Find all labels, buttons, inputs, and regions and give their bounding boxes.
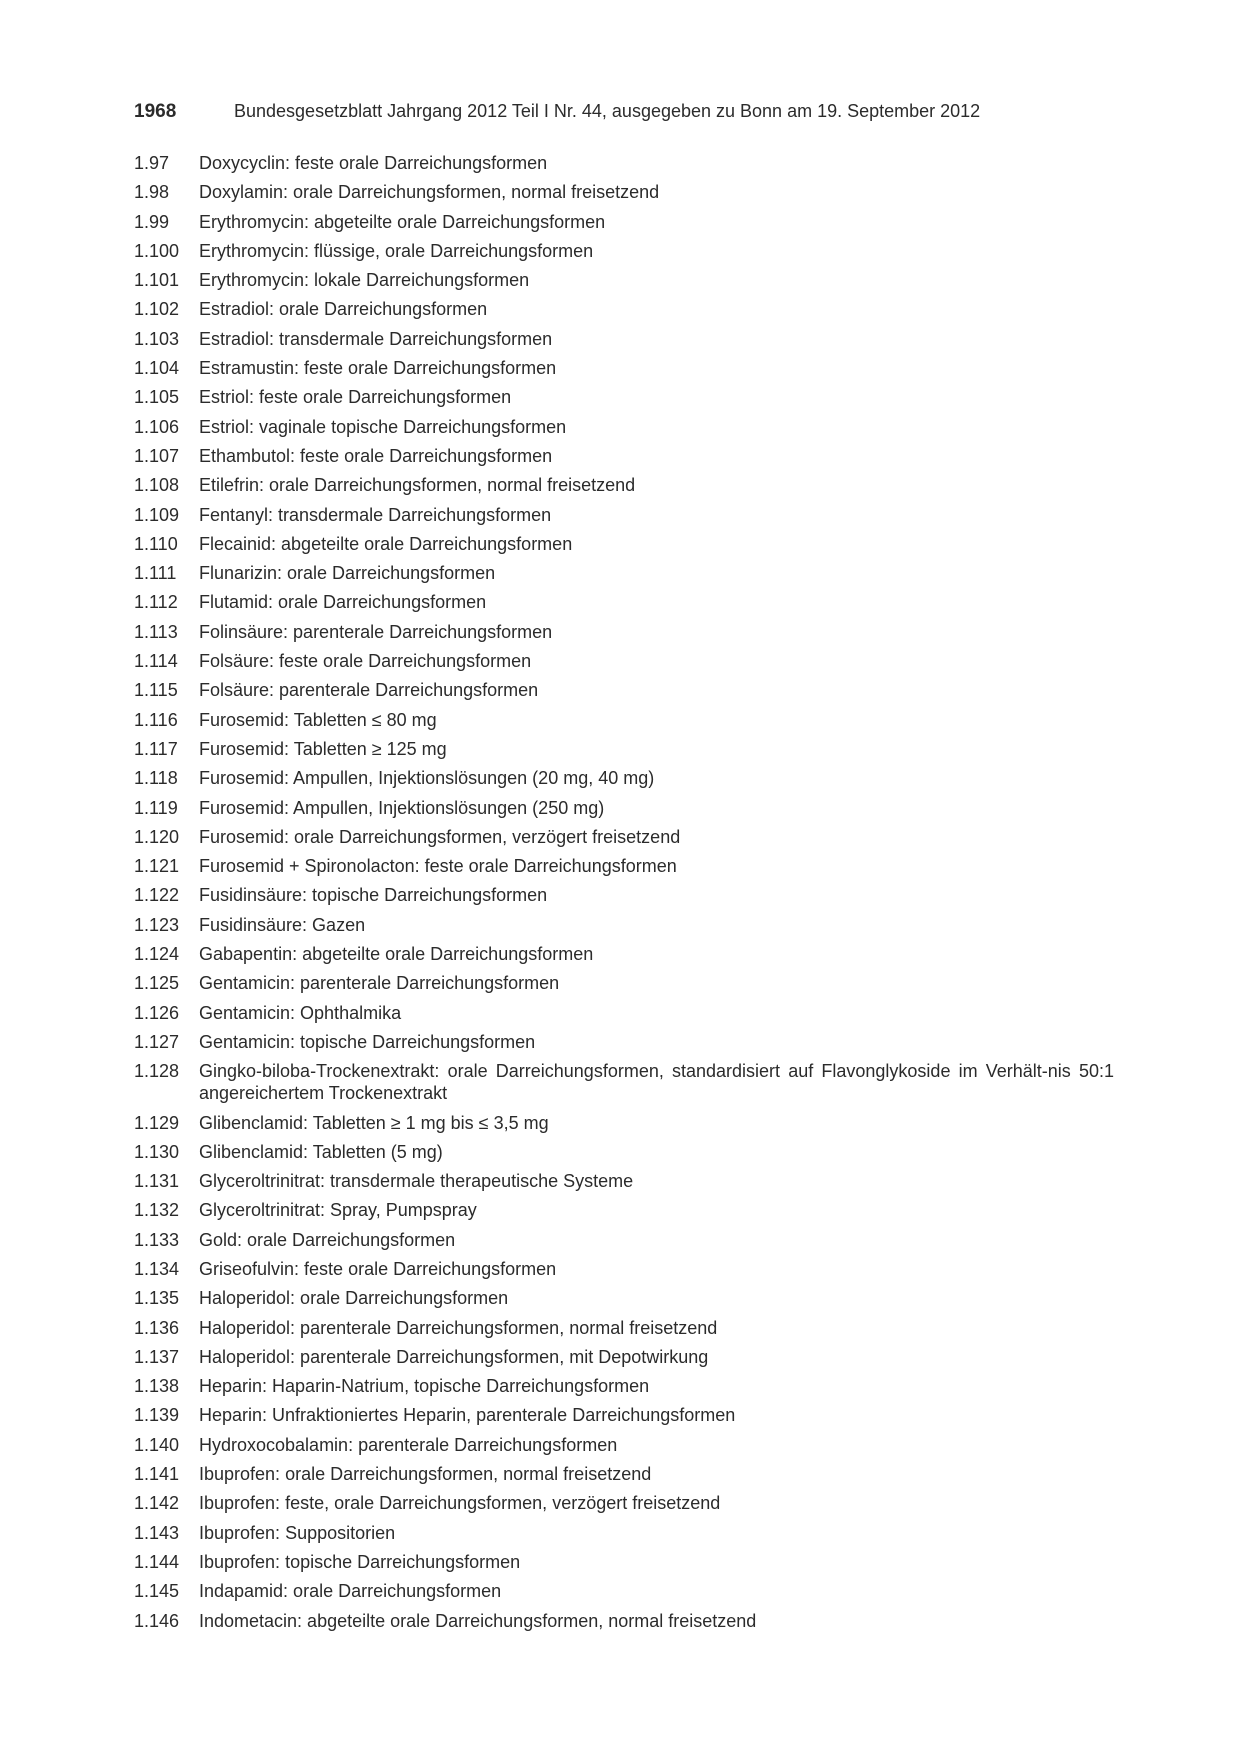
entry-text: Gabapentin: abgeteilte orale Darreichungsformen (199, 944, 594, 965)
entry-list (134, 152, 1114, 1639)
entry-number: 1.145 (134, 1581, 180, 1602)
entry-text: Furosemid: Tabletten ≥ 125 mg (199, 738, 447, 759)
list-item (134, 621, 1114, 643)
entry-number: 1.144 (134, 1551, 180, 1572)
entry-text: Haloperidol: parenterale Darreichungsformen, normal freisetzend (199, 1317, 718, 1338)
list-item (134, 474, 1114, 496)
list-item (134, 328, 1114, 350)
entry-text: Heparin: Unfraktioniertes Heparin, parenterale Darreichungsformen (199, 1405, 736, 1426)
list-item (134, 152, 1114, 174)
list-item (134, 1060, 1114, 1104)
list-item (134, 943, 1114, 965)
entry-text: Gentamicin: parenterale Darreichungsformen (199, 973, 560, 994)
entry-text: Fusidinsäure: topische Darreichungsformen (199, 885, 548, 906)
entry-text: Glyceroltrinitrat: Spray, Pumpspray (199, 1200, 477, 1221)
list-item (134, 1199, 1114, 1221)
entry-text: Gold: orale Darreichungsformen (199, 1229, 456, 1250)
entry-number: 1.109 (134, 504, 180, 525)
entry-number: 1.103 (134, 328, 180, 349)
entry-text: Furosemid: Ampullen, Injektionslösungen (20 mg, 40 mg) (199, 768, 655, 789)
entry-text: Ethambutol: feste orale Darreichungsformen (199, 445, 553, 466)
entry-text: Erythromycin: flüssige, orale Darreichungsformen (199, 240, 594, 261)
list-item (134, 1346, 1114, 1368)
entry-number: 1.105 (134, 387, 180, 408)
list-item (134, 533, 1114, 555)
entry-text: Estriol: vaginale topische Darreichungsformen (199, 416, 567, 437)
entry-number: 1.128 (134, 1061, 180, 1082)
page-header (134, 100, 1114, 123)
list-item (134, 1002, 1114, 1024)
entry-number: 1.132 (134, 1200, 180, 1221)
entry-number: 1.135 (134, 1288, 180, 1309)
entry-text: Griseofulvin: feste orale Darreichungsformen (199, 1258, 557, 1279)
list-item (134, 914, 1114, 936)
page-number: 1968 (134, 101, 177, 122)
list-item (134, 1170, 1114, 1192)
entry-text: Ibuprofen: Suppositorien (199, 1522, 396, 1543)
list-item (134, 1229, 1114, 1251)
entry-text: Etilefrin: orale Darreichungsformen, normal freisetzend (199, 475, 636, 496)
list-item (134, 1317, 1114, 1339)
entry-text: Heparin: Haparin-Natrium, topische Darreichungsformen (199, 1376, 650, 1397)
list-item (134, 650, 1114, 672)
list-item (134, 1404, 1114, 1426)
entry-number: 1.130 (134, 1141, 180, 1162)
entry-number: 1.108 (134, 475, 180, 496)
entry-number: 1.101 (134, 270, 180, 291)
entry-text: Ibuprofen: orale Darreichungsformen, normal freisetzend (199, 1464, 652, 1485)
entry-text: Estradiol: transdermale Darreichungsformen (199, 328, 553, 349)
entry-number: 1.104 (134, 358, 180, 379)
entry-text: Flunarizin: orale Darreichungsformen (199, 563, 496, 584)
entry-text: Indometacin: abgeteilte orale Darreichungsformen, normal freisetzend (199, 1610, 757, 1631)
entry-text: Flecainid: abgeteilte orale Darreichungsformen (199, 533, 573, 554)
entry-number: 1.112 (134, 592, 178, 613)
list-item (134, 738, 1114, 760)
entry-text: Glyceroltrinitrat: transdermale therapeutische Systeme (199, 1171, 634, 1192)
entry-text: Haloperidol: orale Darreichungsformen (199, 1288, 509, 1309)
list-item (134, 1580, 1114, 1602)
list-item (134, 797, 1114, 819)
entry-text: Ibuprofen: topische Darreichungsformen (199, 1551, 521, 1572)
entry-text: Estradiol: orale Darreichungsformen (199, 299, 488, 320)
list-item (134, 1287, 1114, 1309)
list-item (134, 1258, 1114, 1280)
list-item (134, 269, 1114, 291)
entry-number: 1.123 (134, 914, 180, 935)
entry-text: Flutamid: orale Darreichungsformen (199, 592, 487, 613)
entry-number: 1.133 (134, 1229, 180, 1250)
list-item (134, 826, 1114, 848)
entry-number: 1.119 (134, 797, 178, 818)
entry-number: 1.142 (134, 1493, 180, 1514)
entry-text: Furosemid: Tabletten ≤ 80 mg (199, 709, 437, 730)
list-item (134, 357, 1114, 379)
entry-text: Doxylamin: orale Darreichungsformen, normal freisetzend (199, 182, 660, 203)
entry-text: Erythromycin: lokale Darreichungsformen (199, 270, 530, 291)
entry-text: Doxycyclin: feste orale Darreichungsformen (199, 153, 548, 173)
entry-number: 1.113 (134, 621, 178, 642)
list-item (134, 709, 1114, 731)
list-item (134, 1434, 1114, 1456)
entry-text: Folsäure: feste orale Darreichungsformen (199, 651, 532, 672)
list-item (134, 211, 1114, 233)
list-item (134, 591, 1114, 613)
list-item (134, 386, 1114, 408)
entry-number: 1.143 (134, 1522, 180, 1543)
entry-number: 1.127 (134, 1031, 180, 1052)
entry-number: 1.125 (134, 973, 180, 994)
entry-number: 1.129 (134, 1112, 180, 1133)
list-item (134, 679, 1114, 701)
list-item (134, 767, 1114, 789)
entry-number: 1.100 (134, 240, 180, 261)
list-item (134, 504, 1114, 526)
list-item (134, 972, 1114, 994)
list-item (134, 1375, 1114, 1397)
entry-number: 1.98 (134, 182, 170, 203)
entry-number: 1.140 (134, 1434, 180, 1455)
list-item (134, 855, 1114, 877)
entry-text: Furosemid: Ampullen, Injektionslösungen (250 mg) (199, 797, 605, 818)
list-item (134, 1112, 1114, 1134)
entry-text: Glibenclamid: Tabletten ≥ 1 mg bis ≤ 3,5 mg (199, 1112, 549, 1133)
entry-number: 1.118 (134, 768, 178, 789)
entry-text: Fusidinsäure: Gazen (199, 914, 366, 935)
list-item (134, 416, 1114, 438)
entry-number: 1.115 (134, 680, 178, 701)
entry-number: 1.141 (134, 1464, 180, 1485)
list-item (134, 445, 1114, 467)
entry-text: Folsäure: parenterale Darreichungsformen (199, 680, 539, 701)
list-item (134, 240, 1114, 262)
entry-number: 1.139 (134, 1405, 180, 1426)
entry-number: 1.116 (134, 709, 178, 730)
entry-text: Estriol: feste orale Darreichungsformen (199, 387, 512, 408)
entry-number: 1.107 (134, 445, 180, 466)
list-item (134, 1522, 1114, 1544)
entry-text: Erythromycin: abgeteilte orale Darreichungsformen (199, 211, 606, 232)
entry-text: Folinsäure: parenterale Darreichungsformen (199, 621, 553, 642)
running-head: Bundesgesetzblatt Jahrgang 2012 Teil I Nr. 44, ausgegeben zu Bonn am 19. September 2012 (234, 101, 981, 121)
entry-number: 1.121 (134, 856, 180, 877)
entry-number: 1.114 (134, 651, 178, 672)
entry-number: 1.137 (134, 1346, 180, 1367)
entry-number: 1.124 (134, 944, 180, 965)
entry-text: Haloperidol: parenterale Darreichungsformen, mit Depotwirkung (199, 1346, 709, 1367)
entry-text: Indapamid: orale Darreichungsformen (199, 1581, 502, 1602)
entry-text: Fentanyl: transdermale Darreichungsformen (199, 504, 552, 525)
entry-number: 1.134 (134, 1258, 180, 1279)
entry-text: Gentamicin: topische Darreichungsformen (199, 1031, 536, 1052)
entry-number: 1.146 (134, 1610, 180, 1631)
entry-text: Estramustin: feste orale Darreichungsformen (199, 358, 557, 379)
entry-number: 1.131 (134, 1171, 180, 1192)
entry-number: 1.110 (134, 533, 178, 554)
entry-number: 1.97 (134, 153, 170, 173)
entry-text: Furosemid: orale Darreichungsformen, verzögert freisetzend (199, 826, 681, 847)
entry-number: 1.106 (134, 416, 180, 437)
list-item (134, 298, 1114, 320)
entry-number: 1.99 (134, 211, 170, 232)
entry-text: Glibenclamid: Tabletten (5 mg) (199, 1141, 443, 1162)
list-item (134, 1610, 1114, 1632)
entry-text: Furosemid + Spironolacton: feste orale Darreichungsformen (199, 856, 677, 877)
entry-text: Ibuprofen: feste, orale Darreichungsformen, verzögert freisetzend (199, 1493, 721, 1514)
list-item (134, 884, 1114, 906)
list-item (134, 1551, 1114, 1573)
entry-number: 1.126 (134, 1002, 180, 1023)
entry-number: 1.117 (134, 738, 178, 759)
entry-number: 1.122 (134, 885, 180, 906)
list-item (134, 181, 1114, 203)
entry-text: Hydroxocobalamin: parenterale Darreichungsformen (199, 1434, 618, 1455)
entry-number: 1.138 (134, 1376, 180, 1397)
entry-number: 1.102 (134, 299, 180, 320)
list-item (134, 1492, 1114, 1514)
entry-number: 1.120 (134, 826, 180, 847)
entry-number: 1.111 (134, 563, 177, 584)
entry-text: Gentamicin: Ophthalmika (199, 1002, 402, 1023)
list-item (134, 1463, 1114, 1485)
list-item (134, 562, 1114, 584)
list-item (134, 1141, 1114, 1163)
entry-text: Gingko-biloba-Trockenextrakt: orale Darreichungsformen, standardisiert auf Flavonglykoside im Verhält-nis 50:1 angereichertem Trockenextrakt (199, 1061, 1114, 1104)
entry-number: 1.136 (134, 1317, 180, 1338)
list-item (134, 1031, 1114, 1053)
